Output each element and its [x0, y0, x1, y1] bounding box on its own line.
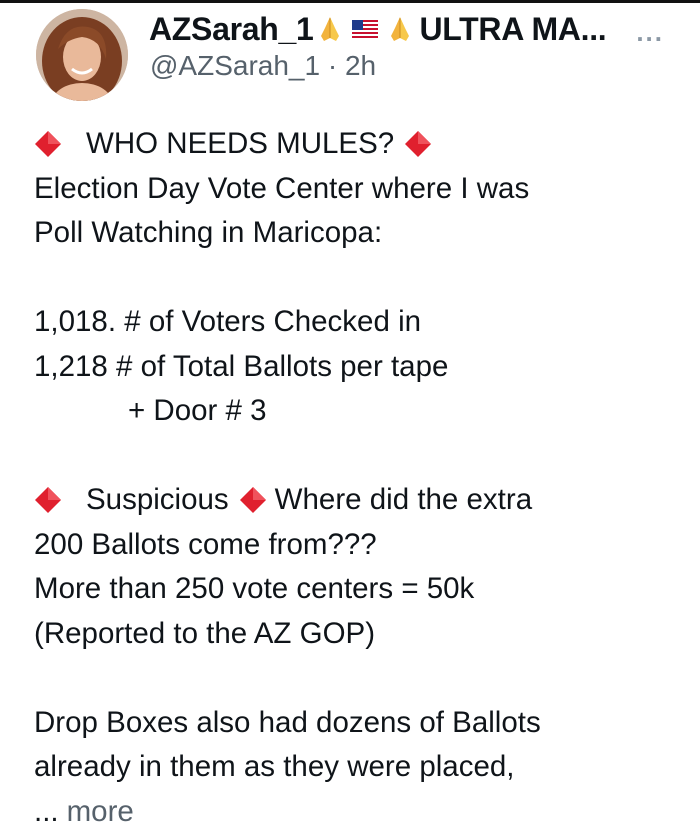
display-name-suffix[interactable]: ULTRA MA...: [419, 10, 607, 47]
blank-line: [34, 256, 674, 301]
red-diamond-icon: [239, 486, 267, 514]
body-line: [34, 300, 674, 345]
red-diamond-icon: [34, 130, 62, 158]
body-line: [34, 389, 674, 434]
top-border: [0, 0, 700, 3]
display-name[interactable]: AZSarah_1: [149, 10, 314, 47]
author-name-row[interactable]: [149, 10, 606, 48]
body-text-line: Suspicious: [86, 483, 229, 516]
us-flag-icon: [352, 20, 378, 38]
body-line: [34, 211, 674, 256]
body-line: [34, 701, 674, 746]
body-text-line: 200 Ballots come from???: [34, 527, 377, 561]
body-text-line: WHO NEEDS MULES?: [86, 127, 395, 160]
folded-hands-icon: [315, 14, 345, 44]
body-text-line: + Door # 3: [128, 394, 267, 427]
body-line: [34, 122, 674, 167]
more-options-icon[interactable]: ...: [636, 17, 664, 47]
blank-line: [34, 656, 674, 701]
body-line: [34, 612, 674, 657]
body-text-line: Where did the extra: [274, 483, 533, 516]
separator: ·: [327, 50, 338, 81]
avatar[interactable]: [36, 9, 128, 101]
body-text-line: Election Day Vote Center where I was: [34, 171, 530, 205]
red-diamond-icon: [34, 486, 62, 514]
body-text-line: already in them as they were placed,: [34, 750, 515, 783]
body-line: [34, 167, 674, 212]
body-text-line: 1,018. # of Voters Checked in: [34, 305, 422, 338]
body-line: [34, 523, 674, 568]
show-more-link[interactable]: more: [66, 794, 134, 828]
body-text-line: More than 250 vote centers = 50k: [34, 572, 475, 605]
body-line: [34, 567, 674, 612]
ellipsis: ...: [34, 794, 59, 828]
body-line: [34, 790, 674, 835]
body-line: [34, 478, 674, 523]
red-diamond-icon: [404, 130, 432, 158]
body-text-line: Drop Boxes also had dozens of Ballots: [34, 705, 541, 739]
post-body: [34, 122, 674, 834]
body-text-line: (Reported to the AZ GOP): [34, 616, 376, 650]
body-text-line: Poll Watching in Maricopa:: [34, 216, 383, 249]
user-handle[interactable]: @AZSarah_1: [150, 50, 321, 81]
body-line: [34, 745, 674, 790]
post-time[interactable]: 2h: [344, 50, 377, 81]
body-text-line: 1,218 # of Total Ballots per tape: [34, 349, 449, 383]
blank-line: [34, 434, 674, 479]
folded-hands-icon: [385, 14, 415, 44]
profile-photo-icon: [36, 9, 128, 101]
handle-row: [150, 50, 376, 82]
body-line: [34, 345, 674, 390]
